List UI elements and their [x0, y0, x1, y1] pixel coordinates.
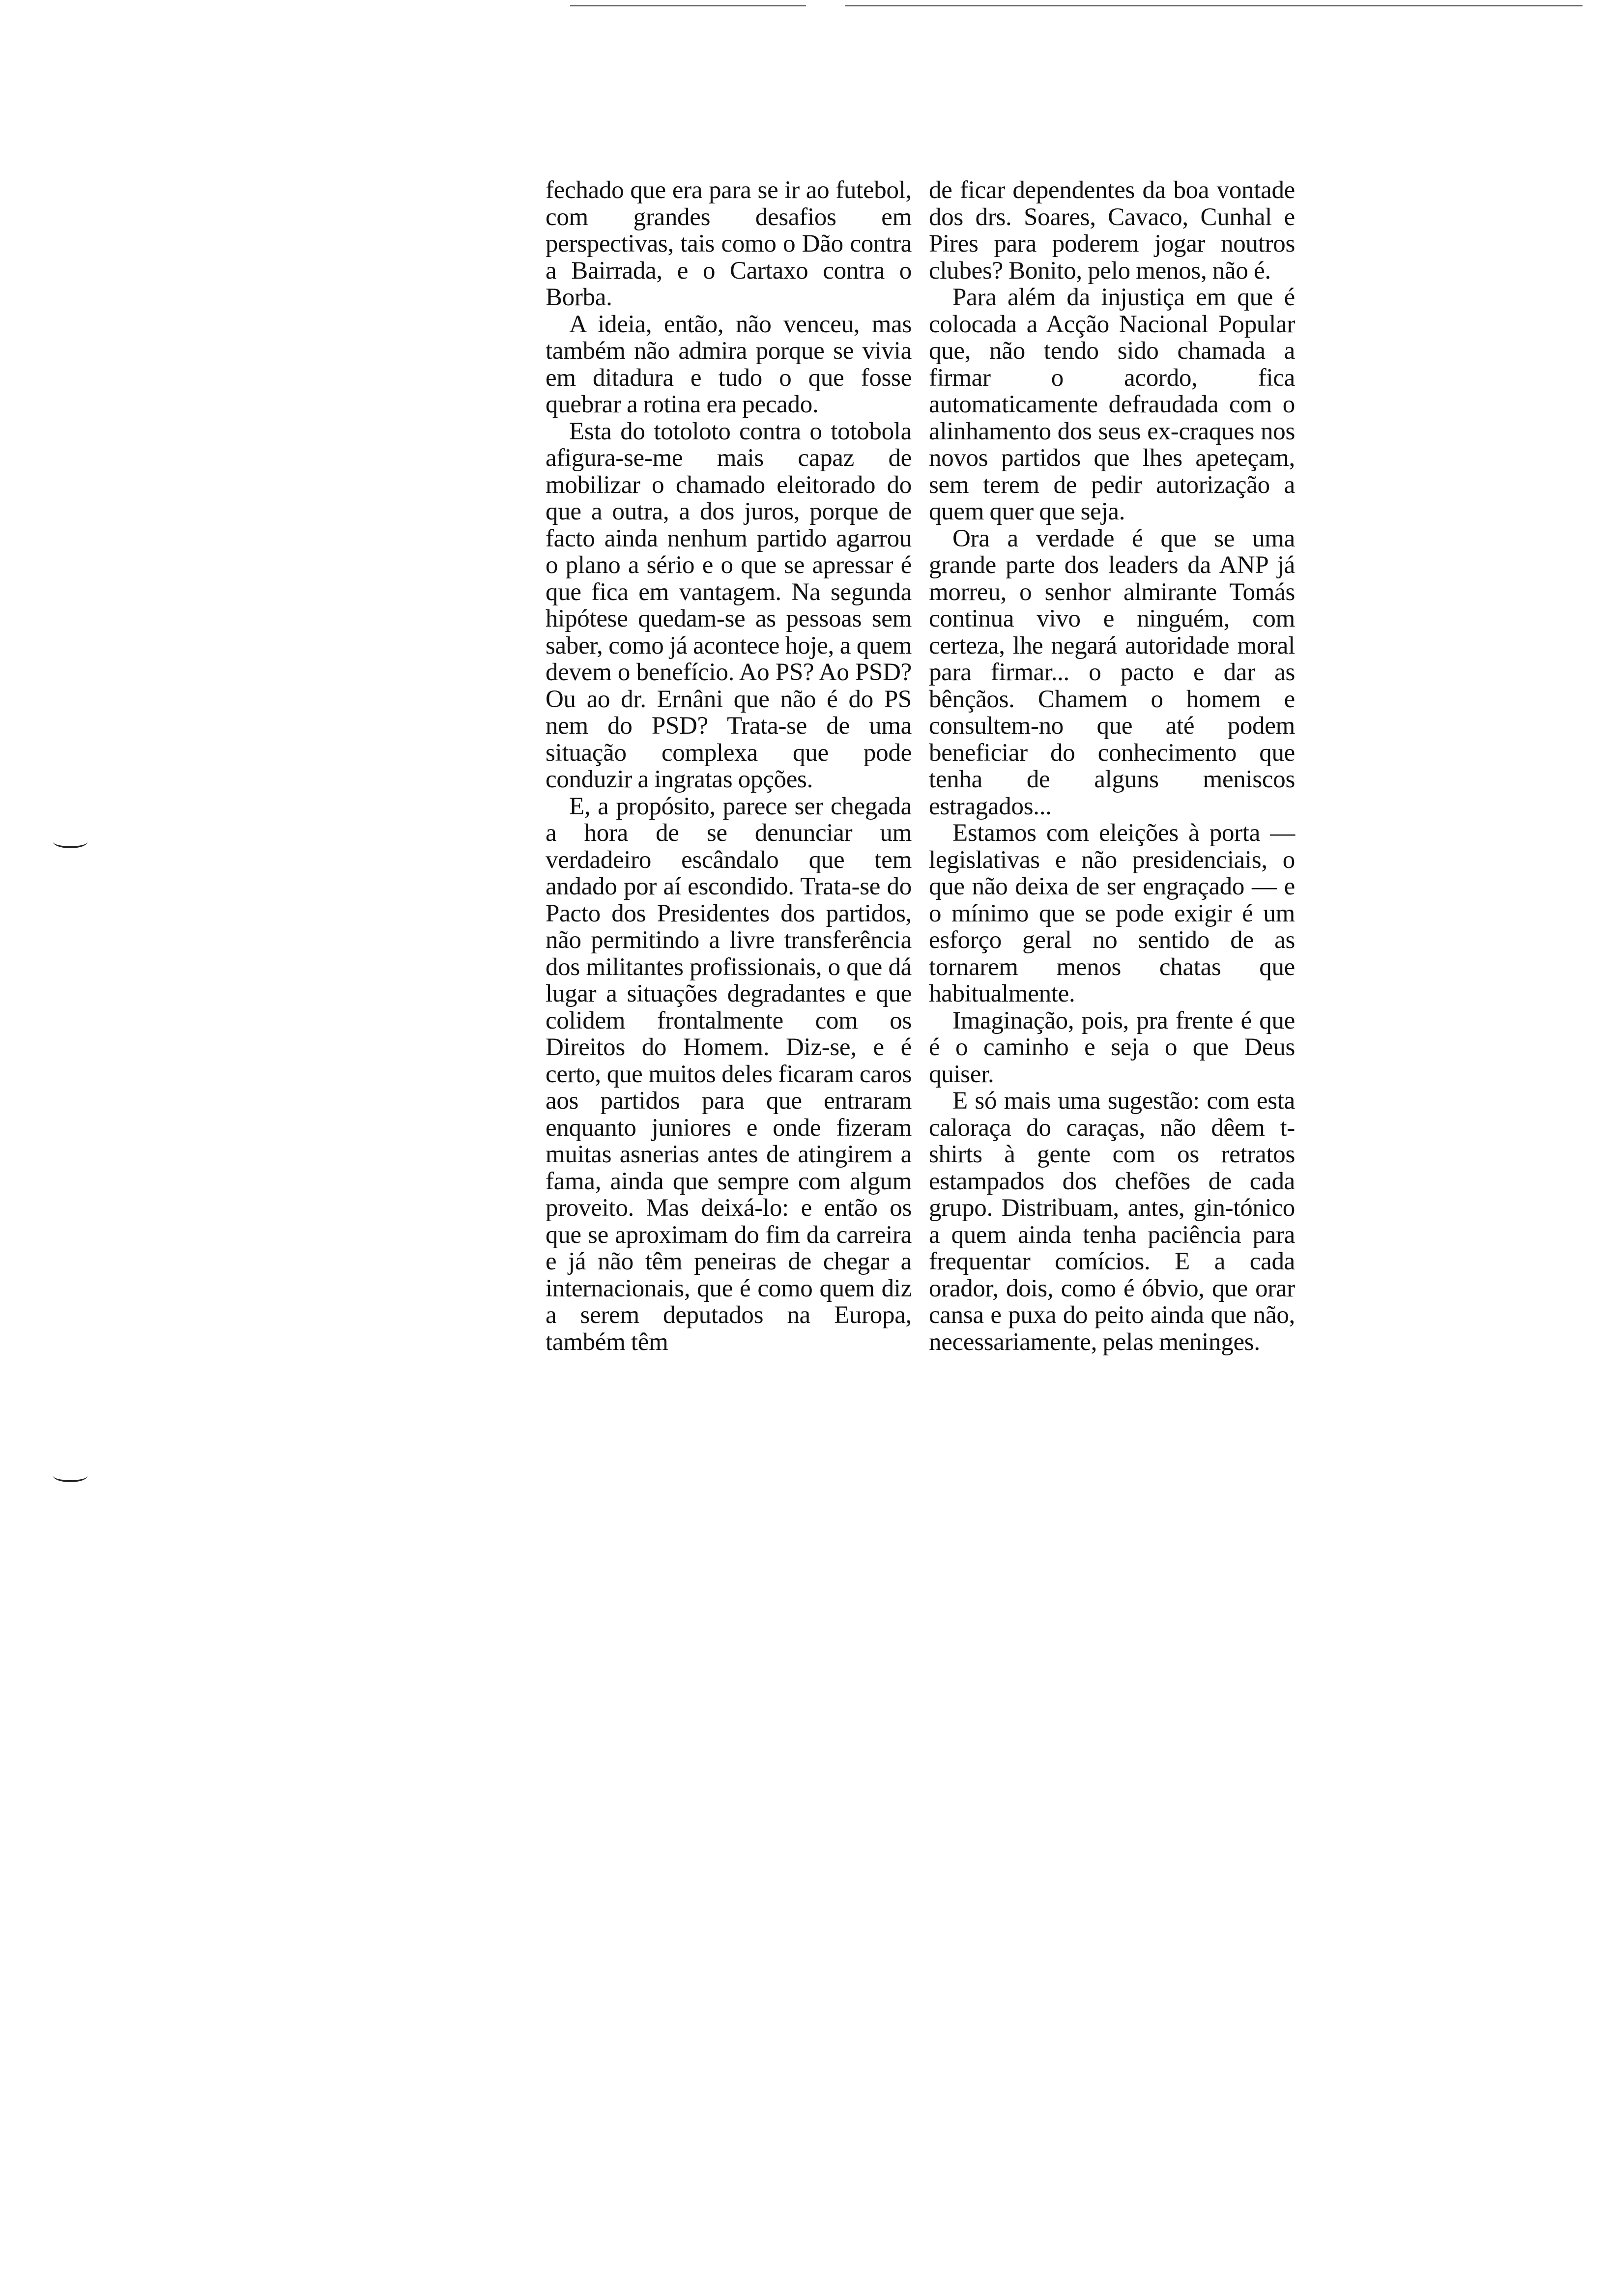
paragraph: Estamos com eleições à porta — legislativas e não presidenciais, o que não deixa de ser engraçado — e o mínimo que se pode exigir é um esforço geral no sentido de as tornarem menos chatas que habitualmente.	[929, 819, 1295, 1007]
paragraph: fechado que era para se ir ao futebol, com grandes desafios em perspectivas, tais como o Dão contra a Bairrada, e o Cartaxo contra o Borba.	[546, 176, 912, 311]
margin-mark	[53, 1469, 87, 1482]
paragraph: Ora a verdade é que se uma grande parte dos leaders da ANP já morreu, o senhor almirante Tomás continua vivo e ninguém, com certeza, lhe negará autoridade moral para firmar... o pacto e dar as bênçãos. Chamem o homem e consultem-no que até podem beneficiar do conhecimento que tenha de alguns meniscos estragados...	[929, 524, 1295, 820]
article-column-left	[546, 177, 912, 1355]
paragraph: Imaginação, pois, pra frente é que é o caminho e seja o que Deus quiser.	[929, 1006, 1295, 1088]
margin-mark	[53, 835, 87, 848]
paragraph: de ficar dependentes da boa vontade dos drs. Soares, Cavaco, Cunhal e Pires para poderem jogar noutros clubes? Bonito, pelo menos, não é.	[929, 176, 1295, 285]
paragraph: Para além da injustiça em que é colocada a Acção Nacional Popular que, não tendo sido chamada a firmar o acordo, fica automaticamente defraudada com o alinhamento dos seus ex-craques nos novos partidos que lhes apeteçam, sem terem de pedir autorização a quem quer que seja.	[929, 284, 1295, 525]
paragraph: E, a propósito, parece ser chegada a hora de se denunciar um verdadeiro escândalo que tem andado por aí escondido. Trata-se do Pacto dos Presidentes dos partidos, não permitindo a livre transferência dos militantes profissionais, o que dá lugar a situações degradantes e que colidem frontalmente com os Direitos do Homem. Diz-se, e é certo, que muitos deles ficaram caros aos partidos para que entraram enquanto juniores e onde fizeram muitas asnerias antes de atingirem a fama, ainda que sempre com algum proveito. Mas deixá-lo: e então os que se aproximam do fim da carreira e já não têm peneiras de chegar a internacionais, que é como quem diz a serem deputados na Europa, também têm	[546, 792, 912, 1356]
paragraph: A ideia, então, não venceu, mas também não admira porque se vivia em ditadura e tudo o que fosse quebrar a rotina era pecado.	[546, 310, 912, 418]
top-rule-left	[570, 5, 806, 6]
paragraph: E só mais uma sugestão: com esta caloraça do caraças, não dêem t-shirts à gente com os retratos estampados dos chefões de cada grupo. Distribuam, antes, gin-tónico a quem ainda tenha paciência para frequentar comícios. E a cada orador, dois, como é óbvio, que orar cansa e puxa do peito ainda que não, necessariamente, pelas meninges.	[929, 1087, 1295, 1356]
top-rule-right	[845, 5, 1583, 6]
article-column-right	[929, 177, 1295, 1355]
paragraph: Esta do totoloto contra o totobola afigura-se-me mais capaz de mobilizar o chamado eleitorado do que a outra, a dos juros, porque de facto ainda nenhum partido agarrou o plano a sério e o que se apressar é que fica em vantagem. Na segunda hipótese quedam-se as pessoas sem saber, como já acontece hoje, a quem devem o benefício. Ao PS? Ao PSD? Ou ao dr. Ernâni que não é do PS nem do PSD? Trata-se de uma situação complexa que pode conduzir a ingratas opções.	[546, 417, 912, 793]
